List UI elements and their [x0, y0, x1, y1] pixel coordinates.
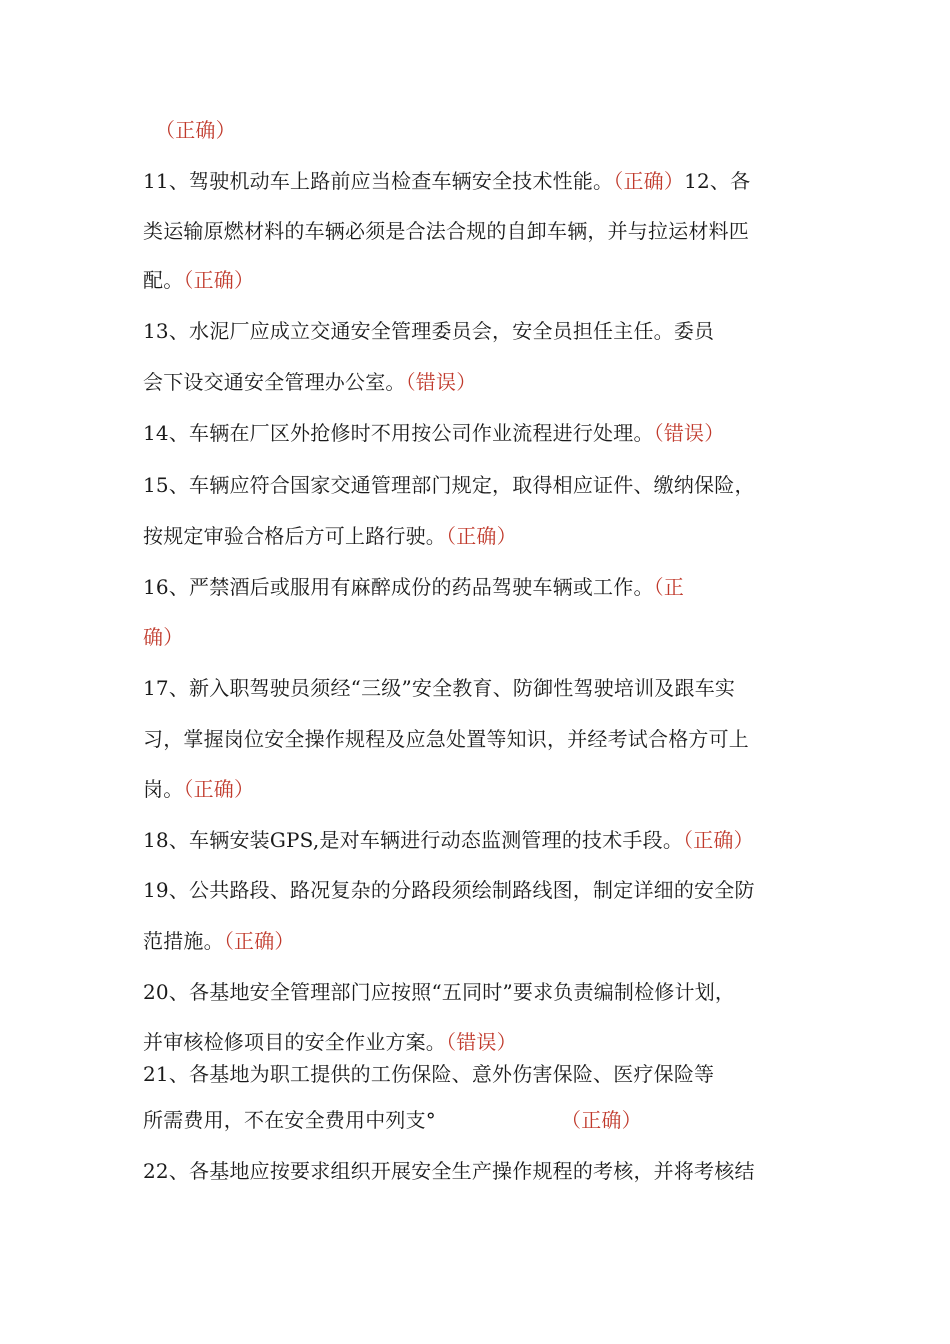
- text-line: [143, 1157, 755, 1185]
- answer-label: （正确）: [155, 118, 236, 142]
- text-line: [143, 167, 750, 195]
- answer-label: （正确）: [183, 268, 255, 292]
- text-line: [143, 674, 735, 702]
- answer-label: （正确）: [613, 169, 685, 193]
- text-line: [143, 775, 254, 803]
- line-text: 15、车辆应符合国家交通管理部门规定，取得相应证件、缴纳保险，: [143, 473, 755, 497]
- line-text: 12、各: [684, 169, 751, 193]
- text-line: [143, 826, 754, 854]
- text-line: [143, 471, 755, 499]
- answer-label: （错误）: [446, 1030, 517, 1054]
- line-text: 19、公共路段、路况复杂的分路段须绘制路线图，制定详细的安全防: [143, 878, 755, 902]
- line-text: 习，掌握岗位安全操作规程及应急处置等知识，并经考试合格方可上: [143, 727, 749, 751]
- text-line: [143, 266, 254, 294]
- line-text: 所需费用，不在安全费用中列支°: [143, 1108, 436, 1132]
- line-text: 类运输原燃材料的车辆必须是合法合规的自卸车辆，并与拉运材料匹: [143, 219, 749, 243]
- line-text: 范措施。: [143, 929, 224, 953]
- answer-label: （正: [653, 575, 685, 599]
- answer-label: （正确）: [561, 1108, 642, 1132]
- text-line: [143, 1060, 714, 1088]
- answer-label: （正确）: [223, 929, 295, 953]
- text-line: [143, 368, 476, 396]
- answer-label: （正确）: [446, 524, 517, 548]
- line-text: 会下设交通安全管理办公室。: [143, 370, 406, 394]
- line-text: 配。: [143, 268, 184, 292]
- answer-label: （正确）: [183, 777, 255, 801]
- answer-label: 确）: [143, 625, 184, 649]
- text-line: [143, 217, 749, 245]
- line-text: 22、各基地应按要求组织开展安全生产操作规程的考核，并将考核结: [143, 1159, 755, 1183]
- answer-label: （错误）: [653, 421, 725, 445]
- line-text: 18、车辆安装GPS,是对车辆进行动态监测管理的技术手段。: [143, 828, 684, 852]
- answer-label: （正确）: [683, 828, 754, 852]
- text-line: [143, 1028, 517, 1056]
- text-line: [143, 876, 755, 904]
- line-text: 17、新入职驾驶员须经“三级”安全教育、防御性驾驶培训及跟车实: [143, 676, 736, 700]
- line-text: 11、驾驶机动车上路前应当检查车辆安全技术性能。: [143, 169, 614, 193]
- line-text: 按规定审验合格后方可上路行驶。: [143, 524, 446, 548]
- line-text: 16、严禁酒后或服用有麻醉成份的药品驾驶车辆或工作。: [143, 575, 654, 599]
- text-line: [143, 317, 714, 345]
- answer-label: （错误）: [405, 370, 477, 394]
- line-text: 20、各基地安全管理部门应按照“五同时”要求负责编制检修计划，: [143, 980, 736, 1004]
- text-line: [143, 725, 749, 753]
- text-line: [143, 419, 724, 447]
- line-text: 岗。: [143, 777, 184, 801]
- line-text: 21、各基地为职工提供的工伤保险、意外伤害保险、医疗保险等: [143, 1062, 715, 1086]
- text-line: [143, 927, 295, 955]
- text-line: [143, 573, 684, 601]
- line-text: 并审核检修项目的安全作业方案。: [143, 1030, 446, 1054]
- text-line: [143, 522, 517, 550]
- line-text: 14、车辆在厂区外抢修时不用按公司作业流程进行处理。: [143, 421, 654, 445]
- text-line: [155, 116, 236, 144]
- text-line: [143, 978, 735, 1006]
- line-text: 13、水泥厂应成立交通安全管理委员会，安全员担任主任。委员: [143, 319, 715, 343]
- text-line: [143, 623, 183, 651]
- text-line: [143, 1106, 642, 1134]
